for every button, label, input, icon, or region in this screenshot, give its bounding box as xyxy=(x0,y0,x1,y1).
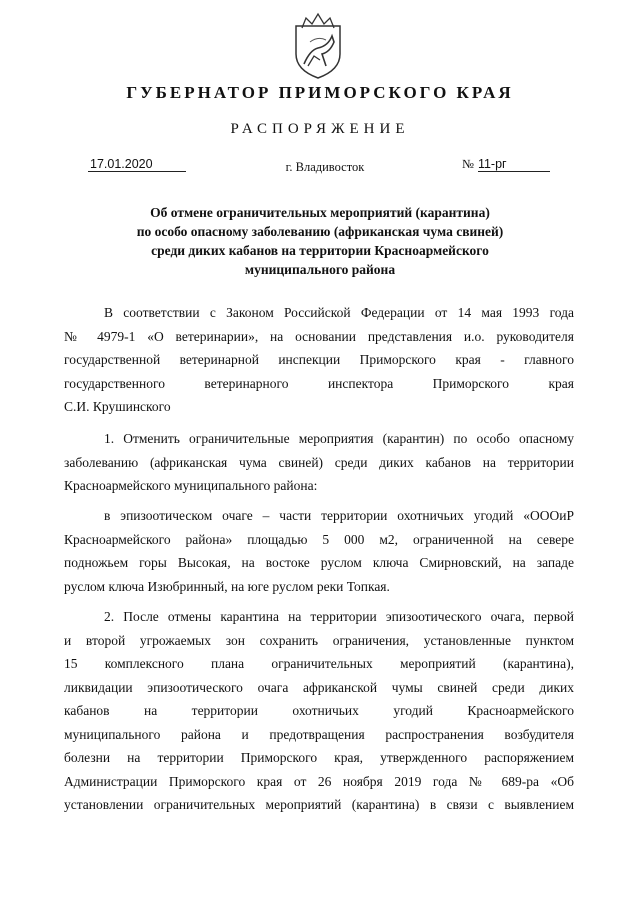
text-line: заболеванию (африканская чума свиней) среди диких кабанов на территории xyxy=(64,454,574,470)
title-line: среди диких кабанов на территории Красноармейского xyxy=(151,243,489,258)
text-line: и второй угрожаемых зон сохранить ограничения, установленные пунктом xyxy=(64,632,574,648)
item-2-paragraph xyxy=(64,605,574,817)
text-line: Красноармейского муниципального района: xyxy=(64,478,318,493)
text-line: болезни на территории Приморского края, утвержденного распоряжением xyxy=(64,750,574,765)
decree-number-line xyxy=(462,157,568,172)
decree-number: 11-рг xyxy=(478,157,550,172)
title-line: муниципального района xyxy=(244,262,396,277)
title-line: Об отмене ограничительных мероприятий (карантина) xyxy=(150,205,490,220)
focus-description-paragraph xyxy=(64,504,574,598)
title-line: по особо опасному заболеванию (африканская чума свиней) xyxy=(136,224,504,239)
text-line: установлении ограничительных мероприятий (карантина) в связи с выявлением xyxy=(64,797,574,812)
decree-city: г. Владивосток xyxy=(285,160,365,174)
text-line: № 4979-1 «О ветеринарии», на основании представления и.о. руководителя xyxy=(64,328,574,344)
text-line: 1. Отменить ограничительные мероприятия (карантин) по особо опасному xyxy=(104,431,574,446)
text-line: кабанов на территории охотничьих угодий Красноармейского xyxy=(64,703,574,718)
coat-of-arms-emblem xyxy=(288,8,348,82)
text-line: руслом ключа Изюбринный, на юге руслом реки Топкая. xyxy=(64,578,390,594)
document-type: РАСПОРЯЖЕНИЕ xyxy=(230,121,410,137)
text-line: подножьем горы Высокая, на востоке руслом ключа Смирновский, на западе xyxy=(64,555,574,570)
text-line: государственной ветеринарной инспекции Приморского края - главного xyxy=(64,352,574,367)
item-1-paragraph xyxy=(64,427,574,498)
preamble-paragraph xyxy=(64,301,574,419)
decree-date: 17.01.2020 xyxy=(88,157,186,172)
text-line: 15 комплексного плана ограничительных мероприятий (карантина), xyxy=(64,656,574,671)
text-line: государственного ветеринарного инспектора Приморского края xyxy=(64,375,574,391)
text-line: В соответствии с Законом Российской Федерации от 14 мая 1993 года xyxy=(104,305,574,320)
text-line: в эпизоотическом очаге – части территории охотничьих угодий «ОООиР xyxy=(104,508,574,523)
text-line: Администрации Приморского края от 26 ноября 2019 года № 689-ра «Об xyxy=(64,773,574,789)
text-line: 2. После отмены карантина на территории эпизоотического очага, первой xyxy=(104,609,574,624)
text-line: ликвидации эпизоотического очага африканской чумы свиней среди диких xyxy=(64,679,574,695)
text-line: муниципального района и предотвращения распространения возбудителя xyxy=(64,726,574,742)
number-label: № xyxy=(462,157,474,171)
order-title xyxy=(0,203,640,279)
issuer-title: ГУБЕРНАТОР ПРИМОРСКОГО КРАЯ xyxy=(126,83,514,102)
text-line: С.И. Крушинского xyxy=(64,399,171,414)
text-line: Красноармейского района» площадью 5 000 м2, ограниченной на севере xyxy=(64,531,574,547)
